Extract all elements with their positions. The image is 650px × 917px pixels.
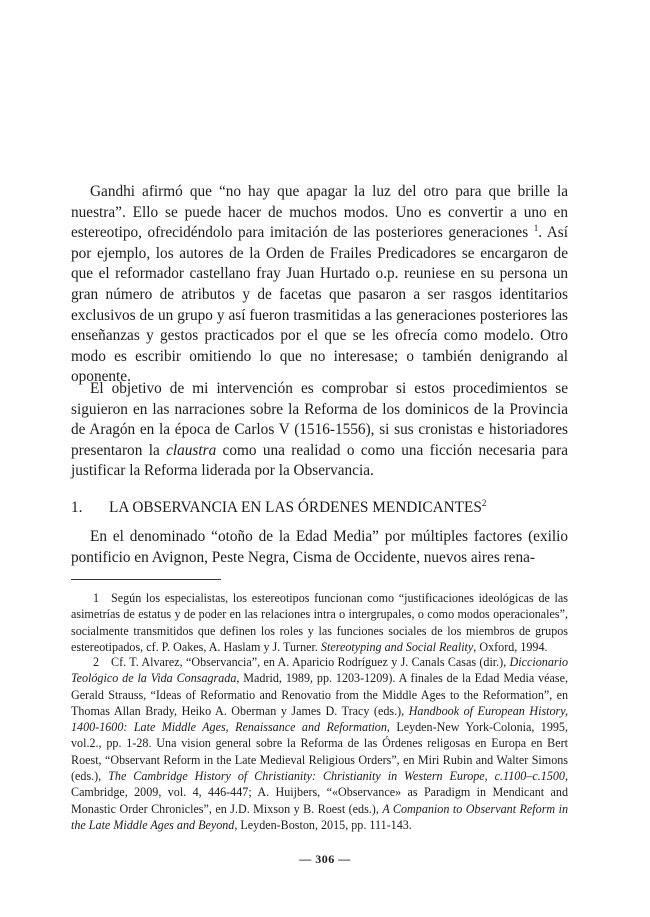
section-number: 1.	[71, 499, 83, 516]
italic-term: claustra	[166, 441, 217, 459]
paragraph-text	[71, 182, 568, 388]
footnote-segment: , Leyden-New York-Colonia, 1995, vol.2., pp. 1-28. Una vision general sobre la Reforma de las Órdenes religosas en Europa en Bert Roest, “Observant Reform in the Late Medieval Religious Orders”, en Miri Rubin and Walter Simons (eds.),	[71, 720, 568, 784]
section-heading	[71, 498, 568, 518]
paragraph-objective	[71, 379, 568, 482]
footnote-segment: , Madrid, 1989, pp. 1203-1209). A finales de la Edad Media véase, Gerald Strauss, “Ideas of Reformatio and Renovatio from the Middle Ages to the Reformation”, en Thomas Allan Brady, Heiko A. Oberman y James D. Tracy (eds.),	[71, 671, 568, 718]
footnote-2	[71, 654, 568, 833]
footnote-number: 2	[92, 655, 99, 669]
footnote-italic: A Companion to Observant Reform in the Late Middle Ages and Beyond	[71, 801, 568, 832]
footnote-ref-1: 1	[533, 223, 539, 234]
footnote-number: 1	[92, 591, 99, 605]
footnote-segment: , Leyden-Boston, 2015, pp. 111-143.	[234, 817, 412, 832]
footnote-ref-2: 2	[481, 497, 487, 508]
footnote-segment: , Oxford, 1994.	[473, 639, 548, 654]
paragraph-section-start	[71, 527, 568, 568]
paragraph-segment: Gandhi afirmó que “no hay que apagar la luz del otro para que brille la nuestra”. Ello se puede hacer de muchos modos. Uno es convertir a uno en estereotipo, ofrecidéndolo para imitación de las posteriores generaciones	[71, 183, 568, 242]
paragraph-text	[71, 379, 568, 482]
footnote-italic: Handbook of European History, 1400-1600: Late Middle Ages, Renaissance and Reformation	[71, 703, 568, 735]
footnote-italic: Diccionario Teológico de la Vida Consagrada	[71, 655, 568, 686]
paragraph-segment: como una realidad o como una ficción necesaria para justificar la Reforma liderada por la Observancia.	[71, 441, 568, 480]
footnote-segment: Según los especialistas, los estereotipos funcionan como “justificaciones ideológicas de las asimetrías de estatus y de poder en las relaciones intra o intergrupales, o como modos operacionales”, socialmente transmitidos que definen los roles y las funciones sociales de los miembros de grupos estereotipados, cf. P. Oakes, A. Haslam y J. Turner.	[71, 591, 568, 654]
footnote-italic: Stereotyping and Social Reality	[320, 639, 474, 654]
footnote-segment: , Cambridge, 2009, vol. 4, 446-447; A. Huijbers, “«Observance» as Paradigm in Mendicant and Monastic Order Chronicles”, en J.D. Mixson y B. Roest (eds.),	[71, 769, 568, 816]
footnote-segment: Cf. T. Alvarez, “Observancia”, en A. Aparicio Rodríguez y J. Canals Casas (dir.),	[111, 655, 510, 669]
paragraph-intro	[71, 182, 568, 388]
page-number: — 306 —	[299, 852, 351, 866]
footnote-rule	[71, 579, 221, 580]
footnote-text	[71, 654, 568, 833]
footnote-1	[71, 590, 568, 655]
paragraph-text: En el denominado “otoño de la Edad Media” por múltiples factores (exilio pontificio en Avignon, Peste Negra, Cisma de Occidente, nuevos aires rena-	[71, 528, 568, 566]
section-title: LA OBSERVANCIA EN LAS ÓRDENES MENDICANTES	[109, 499, 482, 516]
paragraph-segment: . Así por ejemplo, los autores de la Orden de Frailes Predicadores se encargaron de que el reformador castellano fray Juan Hurtado o.p. reuniese en su persona un gran número de atributos y de facetas que pasaron a ser rasgos identitarios exclusivos de un grupo y así fueron trasmitidas a las generaciones posteriores las enseñanzas y gestos practicados por el que se les ofrecía como modelo. Otro modo es escribir omitiendo lo que no interesase; o también denigrando al oponente.	[71, 224, 568, 386]
paragraph-segment: El objetivo de mi intervención es comprobar si estos procedimientos se siguieron en las narraciones sobre la Reforma de los dominicos de la Provincia de Aragón en la época de Carlos V (1516-1556), si sus cronistas e historiadores presentaron la	[71, 380, 568, 459]
footnote-italic: The Cambridge History of Christianity: Christianity in Western Europe, c.1100–c.1500	[108, 769, 565, 784]
footnote-text	[71, 590, 568, 655]
